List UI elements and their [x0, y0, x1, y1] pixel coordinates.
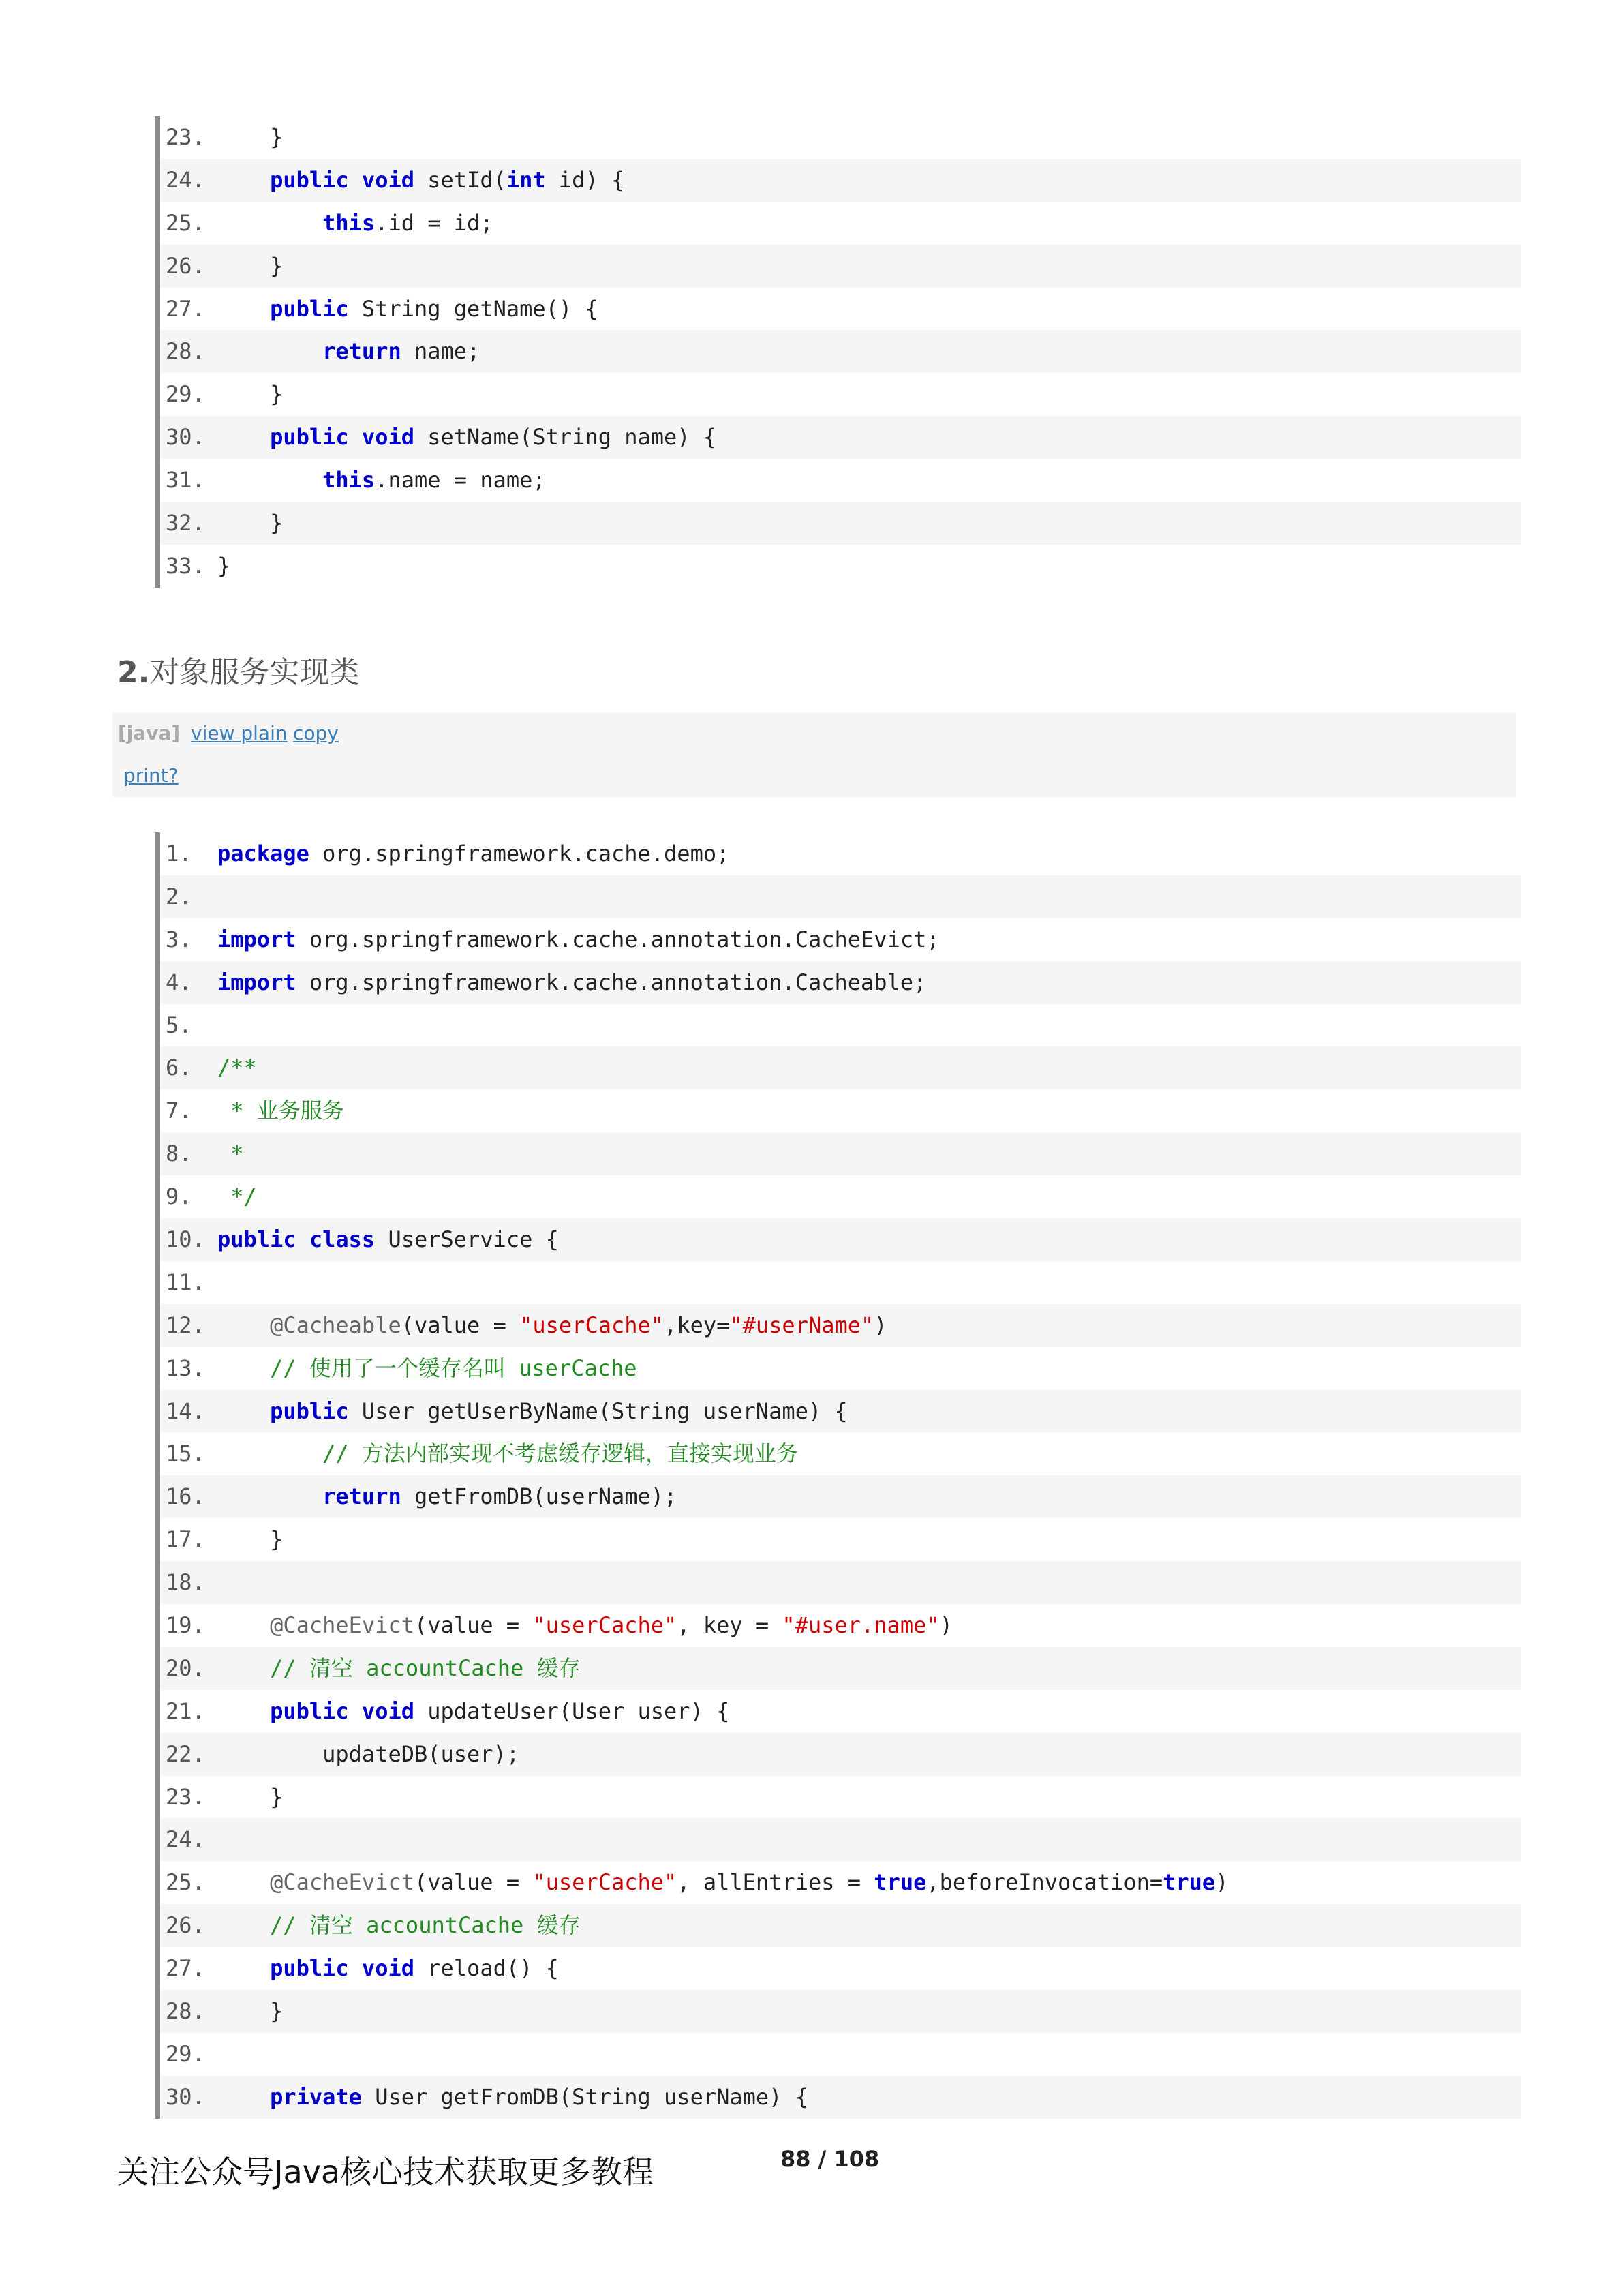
- code-token: name;: [401, 338, 480, 365]
- line-number: 33.: [166, 552, 205, 579]
- code-text: [217, 1784, 283, 1810]
- code-token: true: [874, 1869, 927, 1896]
- code-line: [160, 1604, 1521, 1647]
- line-number: 31.: [166, 467, 205, 494]
- code-block-user-class-end: [155, 116, 1521, 588]
- line-number: 23.: [166, 124, 205, 150]
- code-token: [217, 467, 322, 493]
- code-text: [217, 424, 716, 450]
- code-token: [349, 1698, 362, 1724]
- code-token: public: [217, 1226, 296, 1253]
- line-number: 20.: [166, 1655, 205, 1681]
- code-text: [217, 1398, 848, 1424]
- code-text: [217, 296, 598, 322]
- line-number: 5.: [166, 1012, 192, 1038]
- code-token: }: [217, 552, 231, 579]
- code-token: org.springframework.cache.annotation.CacheEvict;: [296, 926, 940, 952]
- code-token: ,key=: [664, 1312, 730, 1338]
- code-text: [217, 1869, 1228, 1895]
- code-token: }: [217, 1783, 284, 1810]
- code-token: // 清空 accountCache 缓存: [270, 1655, 581, 1681]
- code-token: int: [506, 166, 546, 193]
- code-line: [160, 1861, 1521, 1904]
- code-line: [160, 159, 1521, 202]
- code-line: [160, 961, 1521, 1004]
- code-token: setId(: [414, 166, 506, 193]
- code-token: [217, 296, 270, 322]
- code-text: [217, 1526, 283, 1552]
- section-heading: [117, 648, 359, 691]
- code-text: [217, 1355, 637, 1381]
- code-token: [217, 210, 322, 236]
- code-token: "#userName": [729, 1312, 874, 1338]
- code-line: [160, 288, 1521, 331]
- code-line: [160, 1518, 1521, 1561]
- code-token: public: [270, 166, 349, 193]
- code-token: reload() {: [414, 1955, 559, 1982]
- code-token: [217, 2084, 270, 2110]
- code-token: id) {: [545, 166, 625, 193]
- code-token: */: [217, 1183, 257, 1210]
- line-number: 16.: [166, 1483, 205, 1510]
- code-text: [217, 1483, 677, 1509]
- language-label: [java]: [118, 722, 181, 744]
- line-number: 19.: [166, 1612, 205, 1639]
- code-line: [160, 245, 1521, 288]
- code-token: }: [217, 510, 284, 537]
- line-number: 3.: [166, 926, 192, 952]
- code-token: }: [217, 1526, 284, 1553]
- code-line: [160, 502, 1521, 545]
- code-line: [160, 875, 1521, 918]
- code-token: [217, 1912, 270, 1938]
- code-text: [217, 1698, 729, 1724]
- code-token: [217, 1698, 270, 1724]
- code-token: , allEntries =: [677, 1869, 874, 1896]
- line-number: 24.: [166, 1826, 205, 1853]
- code-text: [217, 1612, 953, 1638]
- line-number: 28.: [166, 1998, 205, 2025]
- code-token: import: [217, 926, 296, 952]
- code-text: [217, 253, 283, 279]
- code-token: }: [217, 124, 284, 150]
- code-text: [217, 2084, 808, 2110]
- code-token: (value =: [414, 1612, 533, 1639]
- code-token: public: [270, 1697, 349, 1724]
- code-token: org.springframework.cache.annotation.Cacheable;: [296, 969, 927, 995]
- code-token: void: [361, 424, 414, 451]
- line-number: 17.: [166, 1526, 205, 1553]
- code-line: [160, 1046, 1521, 1089]
- code-text: [217, 467, 546, 493]
- code-token: .name = name;: [375, 467, 546, 494]
- code-line: [160, 1218, 1521, 1261]
- code-token: [217, 1612, 270, 1638]
- line-number: 21.: [166, 1697, 205, 1724]
- code-text: [217, 1055, 257, 1081]
- section-number: 2.: [117, 655, 150, 690]
- code-line: [160, 918, 1521, 961]
- code-token: }: [217, 381, 284, 408]
- code-line: [160, 1733, 1521, 1776]
- code-block-user-service: [155, 832, 1521, 2119]
- line-number: 24.: [166, 166, 205, 193]
- code-token: public: [270, 424, 349, 451]
- line-number: 2.: [166, 883, 192, 909]
- code-line: [160, 1818, 1521, 1861]
- code-token: void: [361, 166, 414, 193]
- line-number: 11.: [166, 1269, 205, 1295]
- view-plain-link[interactable]: view plain: [191, 722, 288, 744]
- code-token: (value =: [414, 1869, 533, 1896]
- code-text: [217, 167, 624, 193]
- line-number: 25.: [166, 209, 205, 236]
- code-token: @Cacheable: [270, 1312, 401, 1338]
- code-line: [160, 1432, 1521, 1475]
- line-number: 26.: [166, 252, 205, 279]
- line-number: 8.: [166, 1141, 192, 1167]
- code-token: true: [1163, 1869, 1216, 1896]
- code-text: [217, 1912, 581, 1938]
- code-token: "userCache": [532, 1612, 677, 1639]
- line-number: 30.: [166, 424, 205, 451]
- code-line: [160, 1776, 1521, 1819]
- line-number: 7.: [166, 1098, 192, 1124]
- code-token: , key =: [677, 1612, 782, 1639]
- code-line: [160, 1347, 1521, 1390]
- code-token: [217, 1655, 270, 1681]
- code-line: [160, 1390, 1521, 1433]
- code-line: [160, 1132, 1521, 1175]
- code-line: [160, 416, 1521, 459]
- code-token: return: [322, 1483, 401, 1510]
- code-token: [217, 1355, 270, 1381]
- line-number: 27.: [166, 1955, 205, 1982]
- code-text: [217, 926, 940, 952]
- code-token: [296, 1226, 309, 1252]
- code-text: [217, 1098, 344, 1123]
- code-line: [160, 459, 1521, 502]
- code-token: "userCache": [532, 1869, 677, 1896]
- code-token: @CacheEvict: [270, 1869, 414, 1896]
- line-number: 18.: [166, 1569, 205, 1596]
- print-link[interactable]: print?: [123, 764, 179, 787]
- code-text: [217, 1141, 244, 1166]
- code-token: User getUserByName(String userName) {: [348, 1398, 848, 1424]
- line-number: 25.: [166, 1869, 205, 1896]
- code-token: class: [309, 1226, 376, 1253]
- line-number: 1.: [166, 841, 192, 866]
- code-line: [160, 1947, 1521, 1990]
- code-text: [217, 510, 283, 536]
- code-line: [160, 1089, 1521, 1132]
- code-token: // 使用了一个缓存名叫 userCache: [270, 1355, 637, 1381]
- code-text: [217, 1998, 283, 2024]
- line-number: 26.: [166, 1912, 205, 1939]
- code-token: [217, 1955, 270, 1981]
- code-token: void: [361, 1697, 414, 1724]
- line-number: 9.: [166, 1183, 192, 1210]
- code-token: [217, 1312, 270, 1338]
- code-text: [217, 1741, 519, 1767]
- code-text: [217, 381, 283, 407]
- code-token: .id = id;: [375, 209, 493, 236]
- line-number: 29.: [166, 381, 205, 408]
- code-text: [217, 1955, 559, 1981]
- code-line: [160, 1690, 1521, 1733]
- line-number: 23.: [166, 1783, 205, 1810]
- code-token: updateUser(User user) {: [414, 1697, 730, 1724]
- code-token: setName(String name) {: [414, 424, 717, 451]
- code-token: [217, 338, 322, 364]
- code-token: [217, 424, 270, 450]
- copy-link[interactable]: copy: [293, 722, 339, 744]
- code-token: getFromDB(userName);: [401, 1483, 677, 1510]
- line-number: 15.: [166, 1440, 205, 1467]
- code-line: [160, 373, 1521, 416]
- code-line: [160, 1261, 1521, 1304]
- code-token: [349, 424, 362, 450]
- code-token: public: [270, 295, 349, 322]
- code-token: [349, 167, 362, 193]
- code-line: [160, 1647, 1521, 1690]
- line-number: 10.: [166, 1226, 205, 1253]
- code-toolbar: [112, 712, 1516, 797]
- code-text: [217, 553, 230, 579]
- code-line: [160, 1475, 1521, 1518]
- line-number: 4.: [166, 969, 192, 995]
- code-token: package: [217, 841, 309, 866]
- code-text: [217, 1312, 887, 1338]
- code-token: public: [270, 1955, 349, 1982]
- line-number: 6.: [166, 1055, 192, 1081]
- code-line: [160, 832, 1521, 875]
- line-number: 14.: [166, 1398, 205, 1424]
- line-number: 12.: [166, 1312, 205, 1338]
- code-line: [160, 202, 1521, 245]
- code-token: public: [270, 1398, 349, 1424]
- code-token: * 业务服务: [217, 1098, 344, 1124]
- code-token: ): [939, 1612, 953, 1639]
- code-line: [160, 1304, 1521, 1347]
- code-text: [217, 969, 926, 995]
- code-token: org.springframework.cache.demo;: [309, 841, 730, 866]
- code-token: void: [361, 1955, 414, 1982]
- code-token: "#user.name": [782, 1612, 940, 1639]
- code-token: [217, 1398, 270, 1424]
- code-token: ): [874, 1312, 887, 1338]
- code-text: [217, 210, 493, 236]
- code-token: "userCache": [519, 1312, 664, 1338]
- code-token: User getFromDB(String userName) {: [361, 2083, 808, 2110]
- code-token: return: [322, 338, 401, 365]
- line-number: 27.: [166, 295, 205, 322]
- code-token: // 清空 accountCache 缓存: [270, 1912, 581, 1939]
- line-number: 30.: [166, 2083, 205, 2110]
- code-line: [160, 1175, 1521, 1218]
- line-number: 13.: [166, 1355, 205, 1381]
- page-number: 88 / 108: [780, 2146, 880, 2172]
- code-token: /**: [217, 1055, 257, 1081]
- code-token: ,beforeInvocation=: [926, 1869, 1163, 1896]
- code-token: }: [217, 1998, 284, 2025]
- code-token: this: [322, 209, 376, 236]
- code-text: [217, 1183, 257, 1209]
- code-token: [217, 167, 270, 193]
- code-line: [160, 1904, 1521, 1947]
- line-number: 28.: [166, 338, 205, 365]
- line-number: 29.: [166, 2040, 205, 2067]
- code-token: UserService {: [375, 1226, 559, 1253]
- code-token: import: [217, 969, 296, 995]
- code-token: this: [322, 467, 376, 494]
- code-text: [217, 338, 480, 364]
- code-token: [217, 1440, 322, 1466]
- code-token: [349, 1955, 362, 1981]
- code-line: [160, 2033, 1521, 2076]
- code-line: [160, 1561, 1521, 1604]
- code-text: [217, 1440, 798, 1466]
- code-token: updateDB(user);: [217, 1740, 520, 1767]
- code-line: [160, 116, 1521, 159]
- code-token: (value =: [401, 1312, 520, 1338]
- section-title-text: 对象服务实现类: [149, 655, 360, 690]
- code-token: private: [270, 2083, 362, 2110]
- code-token: [217, 1483, 322, 1509]
- code-line: [160, 2076, 1521, 2119]
- line-number: 32.: [166, 510, 205, 537]
- code-token: *: [217, 1141, 244, 1167]
- code-token: // 方法内部实现不考虑缓存逻辑，直接实现业务: [322, 1440, 798, 1467]
- line-number: 22.: [166, 1740, 205, 1767]
- code-text: [217, 124, 283, 150]
- code-text: [217, 1226, 559, 1252]
- code-token: ): [1215, 1869, 1229, 1896]
- code-text: [217, 841, 729, 866]
- footer-promo-text: 关注公众号Java核心技术获取更多教程: [117, 2154, 654, 2190]
- code-line: [160, 545, 1521, 588]
- code-line: [160, 330, 1521, 373]
- code-token: [217, 1869, 270, 1895]
- code-token: String getName() {: [348, 295, 598, 322]
- code-token: @CacheEvict: [270, 1612, 414, 1639]
- code-text: [217, 1655, 581, 1681]
- code-token: }: [217, 252, 284, 279]
- code-line: [160, 1990, 1521, 2033]
- code-line: [160, 1004, 1521, 1047]
